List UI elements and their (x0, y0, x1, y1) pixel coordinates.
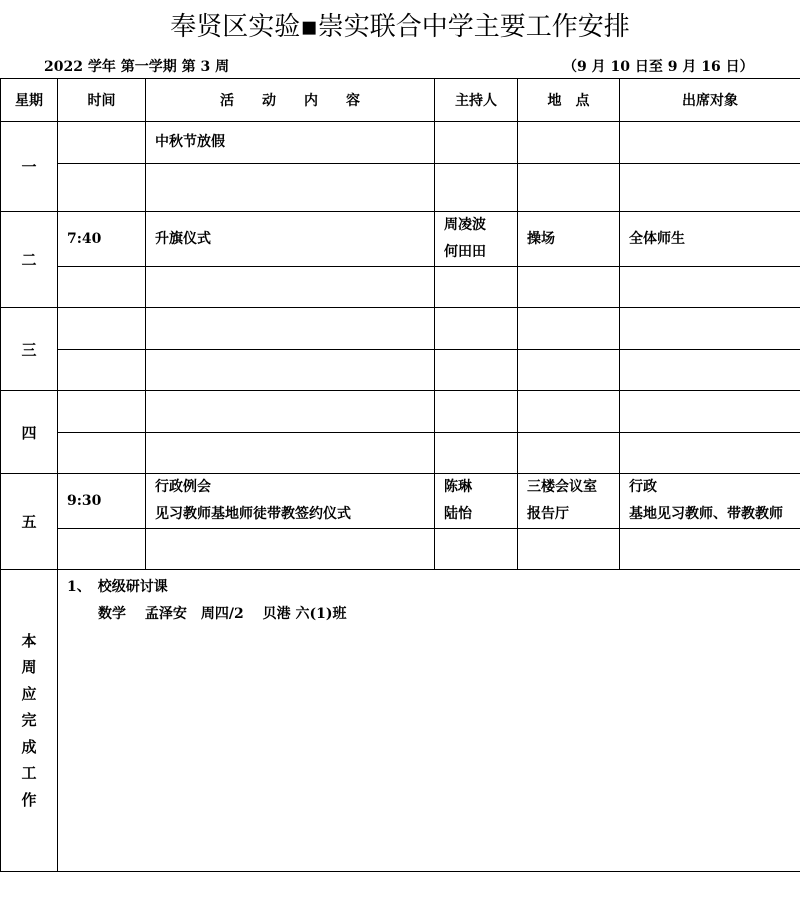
term-info: 2022 学年 第一学期 第 3 周 (44, 59, 230, 75)
time-cell (58, 308, 146, 350)
activity-cell (146, 433, 435, 474)
summary-label-char: 完 (21, 711, 37, 730)
host-line: 陆怡 (444, 506, 472, 522)
host-cell (435, 350, 518, 391)
day-cell: 一 (1, 122, 58, 212)
schedule-table (0, 78, 800, 872)
host-line: 陈琳 (444, 479, 472, 495)
activity-cell (146, 122, 435, 164)
schedule-body (1, 122, 800, 570)
time-cell (58, 433, 146, 474)
attendees-cell (620, 529, 800, 570)
activity-line: 中秋节放假 (155, 134, 225, 150)
table-row (1, 391, 800, 433)
attendees-cell (620, 350, 800, 391)
host-cell (435, 122, 518, 164)
table-row (1, 308, 800, 350)
location-line: 操场 (527, 230, 555, 247)
attendees-cell (620, 308, 800, 350)
activity-line: 行政例会 (155, 479, 211, 495)
attendees-line: 行政 (629, 479, 657, 495)
time-cell (58, 267, 146, 308)
day-cell: 二 (1, 212, 58, 308)
summary-label-char: 应 (21, 684, 37, 703)
host-cell (435, 212, 518, 267)
host-cell (435, 391, 518, 433)
activity-line: 升旗仪式 (155, 230, 211, 247)
day-cell: 四 (1, 391, 58, 474)
location-cell (518, 391, 620, 433)
location-cell (518, 529, 620, 570)
summary-label-char: 周 (21, 658, 37, 677)
location-cell (518, 164, 620, 212)
location-cell (518, 308, 620, 350)
attendees-cell (620, 433, 800, 474)
host-cell (435, 164, 518, 212)
header-time: 时间 (58, 79, 146, 122)
summary-label-char: 本 (21, 631, 37, 650)
header-location: 地 点 (518, 79, 620, 122)
host-cell (435, 529, 518, 570)
summary-label-char: 作 (21, 790, 37, 809)
location-line: 三楼会议室 (527, 479, 597, 495)
attendees-cell (620, 122, 800, 164)
activity-cell (146, 350, 435, 391)
activity-cell (146, 391, 435, 433)
summary-label (1, 570, 58, 872)
table-row (1, 474, 800, 529)
time-cell (58, 122, 146, 164)
host-line: 周凌波 (444, 217, 486, 233)
task-detail: 数学 孟泽安 周四/2 贝港 六(1)班 (98, 606, 347, 622)
time-cell: 7:40 (58, 212, 146, 267)
header-host: 主持人 (435, 79, 518, 122)
activity-cell (146, 212, 435, 267)
attendees-cell (620, 267, 800, 308)
host-cell (435, 267, 518, 308)
attendees-cell (620, 164, 800, 212)
host-line: 何田田 (444, 244, 486, 260)
attendees-line: 全体师生 (629, 230, 685, 247)
header-day: 星期 (1, 79, 58, 122)
host-cell (435, 474, 518, 529)
attendees-cell (620, 391, 800, 433)
activity-cell (146, 267, 435, 308)
location-cell (518, 350, 620, 391)
table-row (1, 212, 800, 267)
activity-cell (146, 308, 435, 350)
summary-content (58, 570, 800, 872)
location-cell (518, 433, 620, 474)
location-cell (518, 474, 620, 529)
day-cell: 三 (1, 308, 58, 391)
time-cell: 9:30 (58, 474, 146, 529)
activity-cell (146, 164, 435, 212)
time-cell (58, 391, 146, 433)
page-title: 奉贤区实验▪崇实联合中学主要工作安排 (170, 12, 630, 42)
header-row (1, 79, 800, 122)
location-cell (518, 212, 620, 267)
summary-label-char: 成 (21, 737, 37, 756)
activity-cell (146, 529, 435, 570)
attendees-cell (620, 474, 800, 529)
time-cell (58, 164, 146, 212)
host-cell (435, 308, 518, 350)
attendees-line: 基地见习教师、带教教师 (629, 506, 783, 522)
table-row (1, 164, 800, 212)
task-heading: 1、 校级研讨课 (67, 579, 168, 595)
host-cell (435, 433, 518, 474)
activity-cell (146, 474, 435, 529)
time-cell (58, 350, 146, 391)
table-row (1, 350, 800, 391)
table-row (1, 267, 800, 308)
summary-label-char: 工 (21, 764, 37, 783)
activity-line: 见习教师基地师徒带教签约仪式 (155, 506, 351, 522)
attendees-cell (620, 212, 800, 267)
location-cell (518, 267, 620, 308)
location-line: 报告厅 (527, 506, 569, 522)
table-row (1, 529, 800, 570)
time-cell (58, 529, 146, 570)
summary-row (1, 570, 800, 872)
day-cell: 五 (1, 474, 58, 570)
table-row (1, 122, 800, 164)
header-activity: 活 动 内 容 (146, 79, 435, 122)
location-cell (518, 122, 620, 164)
date-range: （9 月 10 日至 9 月 16 日） (563, 59, 754, 75)
table-row (1, 433, 800, 474)
header-attendees: 出席对象 (620, 79, 800, 122)
